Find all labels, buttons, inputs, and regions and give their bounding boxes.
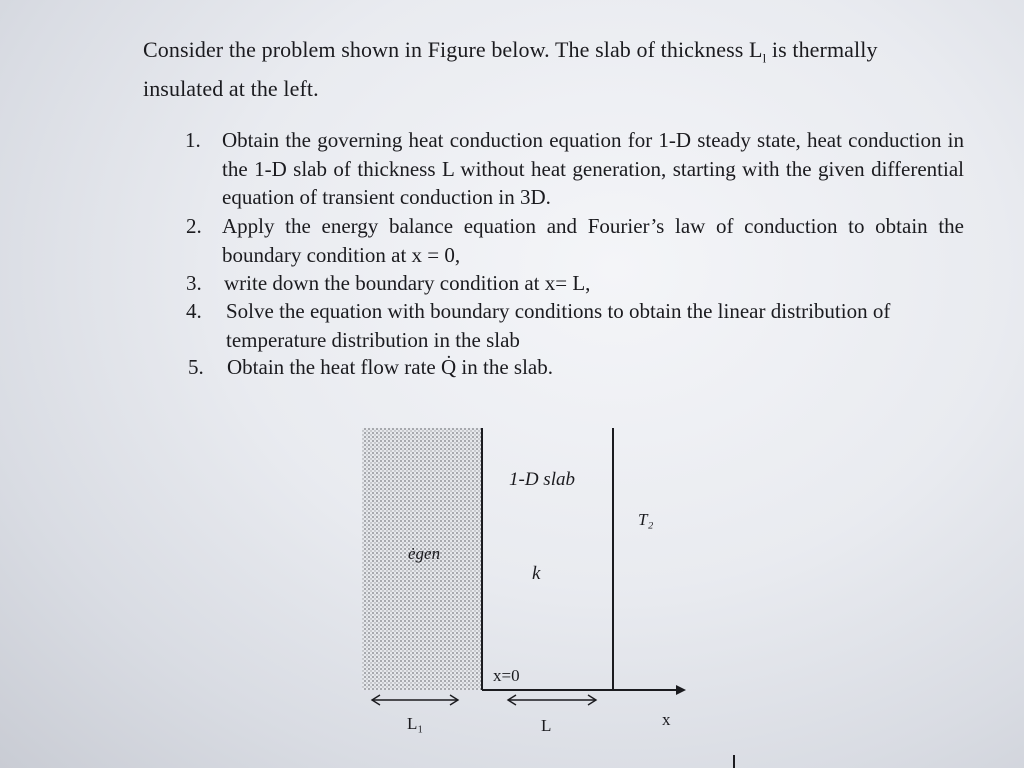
- intro-line-2: insulated at the left.: [143, 76, 319, 102]
- t2-label: T₂: [638, 510, 654, 529]
- x0-label: x=0: [493, 666, 520, 685]
- x-label: x: [662, 710, 671, 729]
- task-4-text: Solve the equation with boundary conditions to obtain the linear distribution of temperature distribution in the slab: [226, 299, 891, 352]
- task-1-text: Obtain the governing heat conduction equation for 1-D steady state, heat conduction in the 1-D slab of thickness L without heat generation, starting with the given differential equation of transient conduction in 3D.: [222, 128, 964, 210]
- task-3-text: write down the boundary condition at x= L,: [224, 271, 591, 295]
- slab-label: 1-D slab: [509, 469, 575, 490]
- task-1-number: 1.: [185, 128, 201, 152]
- task-4-number: 4.: [186, 299, 202, 323]
- k-label: k: [532, 563, 541, 584]
- task-3-number: 3.: [186, 271, 202, 295]
- x-axis-arrowhead: [676, 685, 686, 695]
- task-2-number: 2.: [186, 214, 202, 238]
- l-label: L: [541, 716, 552, 735]
- intro-line-1: Consider the problem shown in Figure below. The slab of thickness $L_l$ is thermally: [143, 37, 878, 66]
- task-2-text: Apply the energy balance equation and Fourier’s law of conduction to obtain the boundary condition at x = 0,: [222, 214, 964, 267]
- egen-label: ėgen: [408, 544, 441, 563]
- task-5-number: 5.: [188, 355, 204, 379]
- task-5-text: Obtain the heat flow rate Q̇ in the slab.: [227, 355, 553, 379]
- l1-label: L₁: [407, 714, 424, 733]
